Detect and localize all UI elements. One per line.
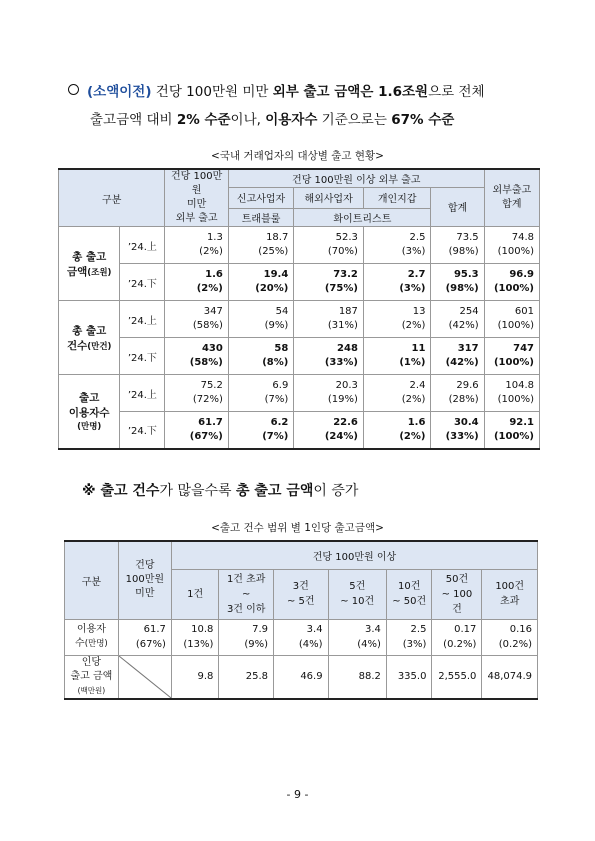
table-row (59, 375, 540, 412)
half-year-label: ’24.上 (120, 227, 165, 264)
cell-value: 75.2 (72%) (165, 375, 228, 412)
cell-value: 73.5 (98%) (431, 227, 484, 264)
cell-value: 18.7 (25%) (228, 227, 293, 264)
header-under-1m: 건당 100만원 미만 외부 출고 (165, 169, 228, 227)
circle-bullet-icon (68, 84, 79, 95)
empty-diagonal-cell (118, 655, 171, 699)
summary-paragraph (68, 78, 548, 134)
cell-value: 10.8 (13%) (171, 619, 219, 655)
cell-value: 254 (42%) (431, 301, 484, 338)
half-year-label: ’24.下 (120, 264, 165, 301)
header-over-1m: 건당 100만원 이상 외부 출고 (228, 169, 484, 187)
row-label-per-user-amount: 인당 출고 금액 (백만원) (65, 655, 119, 699)
cell-value: 1.6 (2%) (363, 412, 431, 449)
header-subtotal: 합계 (431, 187, 484, 227)
cell-value: 61.7 (67%) (165, 412, 228, 449)
cell-value: 2.5 (3%) (363, 227, 431, 264)
cell-value: 19.4 (20%) (228, 264, 293, 301)
column-header: 10건 ~ 50건 (386, 569, 432, 619)
cell-value: 30.4 (33%) (431, 412, 484, 449)
cell-value: 96.9 (100%) (484, 264, 539, 301)
row-group-label: 출고 이용자수(만명) (59, 375, 120, 449)
cell-value: 347 (58%) (165, 301, 228, 338)
half-year-label: ’24.上 (120, 375, 165, 412)
cell-value: 2.4 (2%) (363, 375, 431, 412)
row-label-users: 이용자 수(만명) (65, 619, 119, 655)
column-header: 5건 ~ 10건 (328, 569, 386, 619)
text-fragment-bold: 2% 수준 (176, 112, 231, 128)
header-over-1m: 건당 100만원 이상 (171, 541, 537, 569)
table-row (59, 227, 540, 264)
cell-value: 0.16 (0.2%) (482, 619, 538, 655)
header-total: 외부출고 합계 (484, 169, 539, 227)
header-under-1m: 건당 100만원 미만 (118, 541, 171, 619)
per-user-outflow-table (64, 540, 538, 700)
column-header: 3건 ~ 5건 (274, 569, 329, 619)
cell-value: 1.3 (2%) (165, 227, 228, 264)
cell-value: 58 (8%) (228, 338, 293, 375)
cell-value: 104.8 (100%) (484, 375, 539, 412)
cell-value: 0.17 (0.2%) (432, 619, 482, 655)
half-year-label: ’24.上 (120, 301, 165, 338)
table2-caption: <출고 건수 범위 별 1인당 출고금액> (211, 522, 384, 534)
cell-value: 13 (2%) (363, 301, 431, 338)
text-fragment-bold: 외부 출고 금액은 1.6조원 (272, 84, 429, 100)
cell-value: 317 (42%) (431, 338, 484, 375)
cell-value: 2.7 (3%) (363, 264, 431, 301)
diagonal-line-icon (119, 656, 171, 698)
text-fragment: 건당 100만원 미만 (151, 84, 273, 100)
cell-value: 29.6 (28%) (431, 375, 484, 412)
header-travel-rule: 트래블룰 (228, 209, 293, 227)
table-row (59, 301, 540, 338)
cell-value: 2.5 (3%) (386, 619, 432, 655)
row-group-label: 총 출고 금액(조원) (59, 227, 120, 301)
column-header: 50건 ~ 100건 (432, 569, 482, 619)
note-line: ※ 출고 건수가 많을수록 총 출고 금액이 증가 (82, 483, 359, 499)
outflow-status-table (58, 168, 540, 450)
table1-caption: <국내 거래업자의 대상별 출고 현황> (211, 150, 384, 162)
page-number: - 9 - (286, 788, 309, 801)
table-row (59, 264, 540, 301)
header-foreign-vasp: 해외사업자 (294, 187, 364, 209)
cell-value: 74.8 (100%) (484, 227, 539, 264)
header-gubun: 구분 (65, 541, 119, 619)
table1-body (59, 227, 540, 449)
text-fragment-bold: 67% 수준 (391, 112, 455, 128)
table-row (59, 412, 540, 449)
cell-value: 7.9 (9%) (219, 619, 274, 655)
cell-value: 46.9 (274, 655, 329, 699)
cell-value: 747 (100%) (484, 338, 539, 375)
column-header: 100건 초과 (482, 569, 538, 619)
cell-value: 54 (9%) (228, 301, 293, 338)
cell-value: 601 (100%) (484, 301, 539, 338)
text-fragment: 기준으로는 (317, 112, 392, 128)
cell-value: 25.8 (219, 655, 274, 699)
column-header: 1건 (171, 569, 219, 619)
cell-value: 88.2 (328, 655, 386, 699)
cell-value: 61.7 (67%) (118, 619, 171, 655)
text-fragment: 이나, (230, 112, 266, 128)
cell-value: 6.2 (7%) (228, 412, 293, 449)
cell-value: 92.1 (100%) (484, 412, 539, 449)
cell-value: 2,555.0 (432, 655, 482, 699)
cell-value: 73.2 (75%) (294, 264, 364, 301)
column-header: 1건 초과 ~ 3건 이하 (219, 569, 274, 619)
cell-value: 20.3 (19%) (294, 375, 364, 412)
table-row (59, 338, 540, 375)
half-year-label: ’24.下 (120, 412, 165, 449)
cell-value: 3.4 (4%) (274, 619, 329, 655)
text-fragment: 출고금액 대비 (90, 112, 177, 128)
cell-value: 3.4 (4%) (328, 619, 386, 655)
text-fragment: 으로 전체 (428, 84, 485, 100)
cell-value: 9.8 (171, 655, 219, 699)
cell-value: 187 (31%) (294, 301, 364, 338)
text-fragment-bold: 이용자수 (265, 112, 318, 128)
header-registered-vasp: 신고사업자 (228, 187, 293, 209)
cell-value: 22.6 (24%) (294, 412, 364, 449)
header-whitelist: 화이트리스트 (294, 209, 431, 227)
cell-value: 52.3 (70%) (294, 227, 364, 264)
header-gubun: 구분 (59, 169, 165, 227)
cell-value: 95.3 (98%) (431, 264, 484, 301)
cell-value: 11 (1%) (363, 338, 431, 375)
topic-label: (소액이전) (87, 84, 152, 100)
cell-value: 248 (33%) (294, 338, 364, 375)
cell-value: 335.0 (386, 655, 432, 699)
header-personal-wallet: 개인지갑 (363, 187, 431, 209)
cell-value: 1.6 (2%) (165, 264, 228, 301)
half-year-label: ’24.下 (120, 338, 165, 375)
row-group-label: 총 출고 건수(만건) (59, 301, 120, 375)
cell-value: 430 (58%) (165, 338, 228, 375)
cell-value: 6.9 (7%) (228, 375, 293, 412)
cell-value: 48,074.9 (482, 655, 538, 699)
